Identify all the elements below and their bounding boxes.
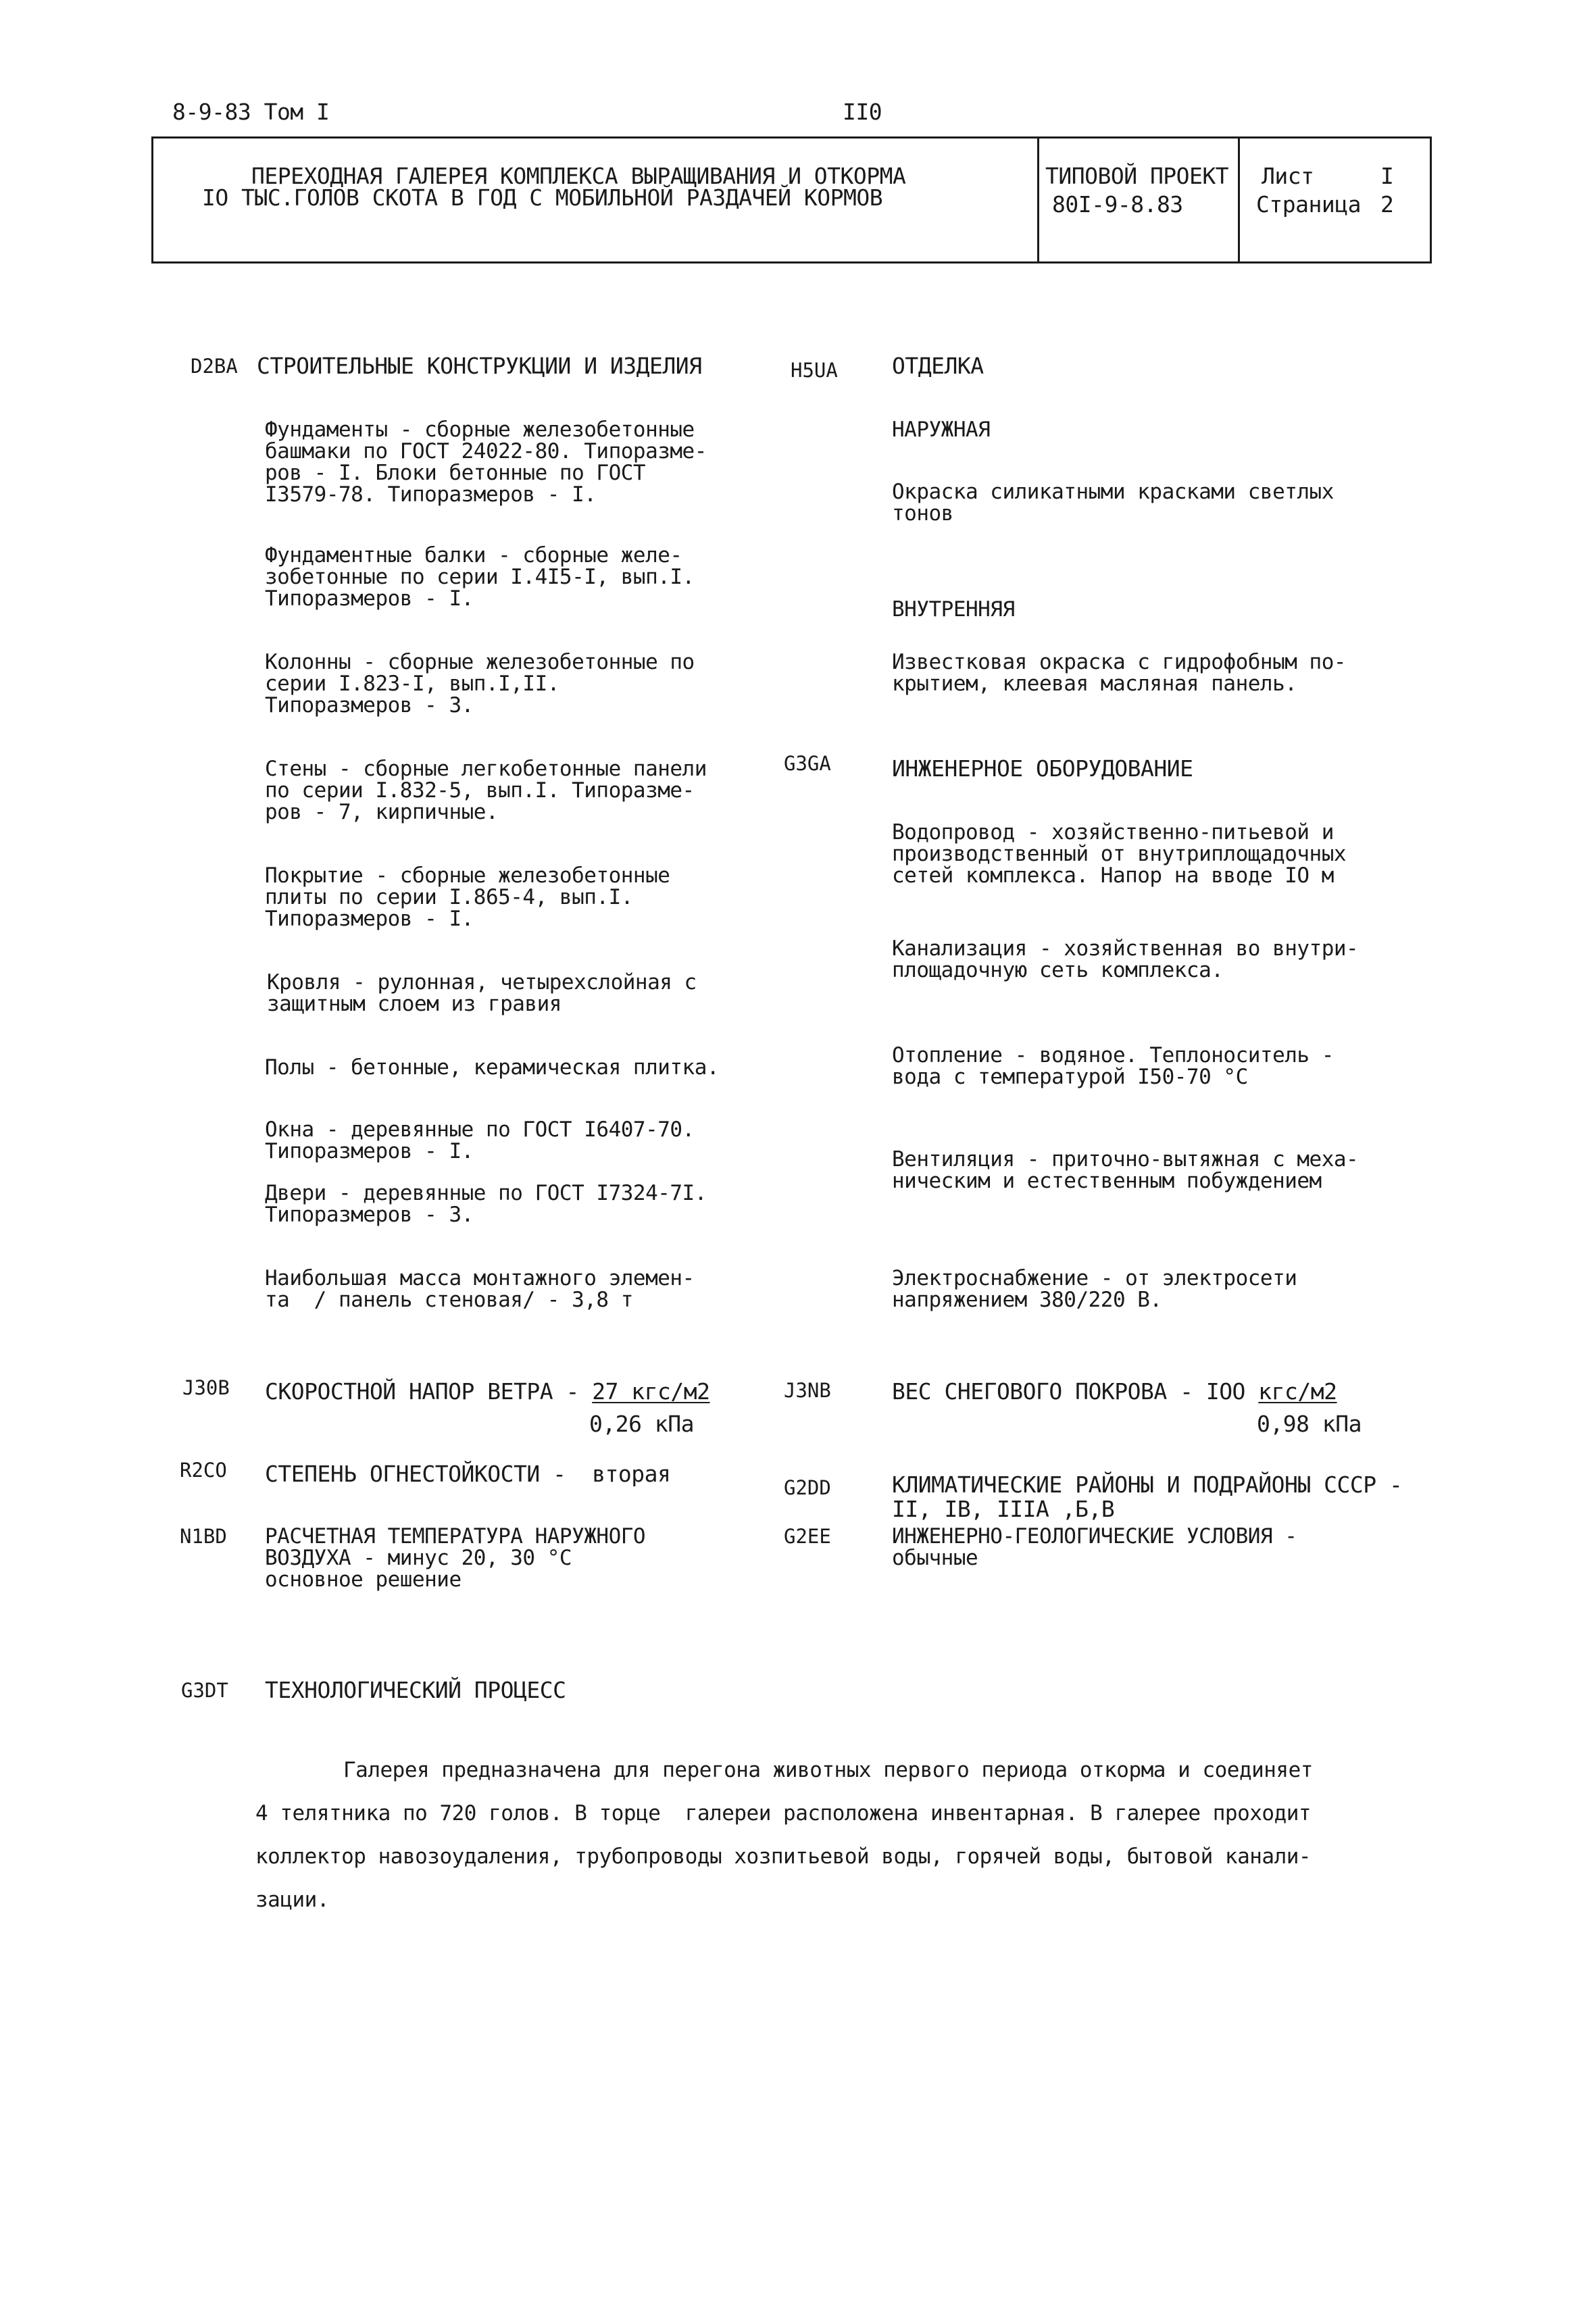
spec-item: Кровля - рулонная, четырехслойная с защитным слоем из гравия xyxy=(267,970,697,1016)
spec-item: Стены - сборные легкобетонные панели по серии I.832-5, вып.I. Типоразме- ров - 7, кирпичные. xyxy=(265,757,707,824)
spec-item: Наибольшая масса монтажного элемен- та / панель стеновая/ - 3,8 т xyxy=(265,1266,695,1312)
tech-paragraph-line: Галерея предназначена для перегона животных первого периода откорма и соединяет xyxy=(343,1758,1313,1782)
param-code: J30B xyxy=(182,1376,230,1399)
page-number: II0 xyxy=(843,99,882,125)
section-code: H5UA xyxy=(791,359,838,382)
section-heading: ОТДЕЛКА xyxy=(892,353,984,379)
section-code: G3DT xyxy=(181,1679,228,1702)
page-label: Страница xyxy=(1256,191,1361,218)
sheet-label: Лист xyxy=(1262,163,1314,189)
project-label: ТИПОВОЙ ПРОЕКТ xyxy=(1045,163,1229,189)
spec-item: Известковая окраска с гидрофобным по- крытием, клеевая масляная панель. xyxy=(892,650,1347,696)
spec-item: Электроснабжение - от электросети напряжением 380/220 В. xyxy=(892,1266,1297,1312)
snow-label: ВЕС СНЕГОВОГО ПОКРОВА - IOO xyxy=(892,1378,1259,1405)
spec-item: Окраска силикатными красками светлых тонов xyxy=(892,480,1334,526)
spec-item: Водопровод - хозяйственно-питьевой и производственный от внутриплощадочных сетей комплекса. Напор на вводе IO м xyxy=(892,820,1347,888)
tech-paragraph-line: 4 телятника по 720 голов. В торце галереи расположена инвентарная. В галерее проходит xyxy=(255,1801,1312,1826)
spec-item: Отопление - водяное. Теплоноситель - вода с температурой I50-70 °С xyxy=(892,1043,1334,1089)
sub-heading: НАРУЖНАЯ xyxy=(892,418,991,442)
sheet-value: I xyxy=(1380,163,1394,189)
project-code: 80I-9-8.83 xyxy=(1052,191,1183,218)
spec-item: Фундаменты - сборные железобетонные башмаки по ГОСТ 24022-80. Типоразме- ров - I. Блоки бетонные по ГОСТ I3579-78. Типоразмеров - I. xyxy=(265,418,707,507)
page-value: 2 xyxy=(1380,191,1394,218)
wind-value: 27 кгс/м2 xyxy=(592,1378,710,1405)
tech-paragraph-line: зации. xyxy=(255,1888,329,1912)
spec-item: Канализация - хозяйственная во внутри- площадочную сеть комплекса. xyxy=(892,936,1359,982)
title-block xyxy=(151,136,1432,263)
wind-label: СКОРОСТНОЙ НАПОР ВЕТРА - xyxy=(265,1378,593,1405)
title-line-2: IO ТЫС.ГОЛОВ СКОТА В ГОД С МОБИЛЬНОЙ РАЗДАЧЕЙ КОРМОВ xyxy=(202,184,883,211)
title-line-1: ПЕРЕХОДНАЯ ГАЛЕРЕЯ КОМПЛЕКСА ВЫРАЩИВАНИЯ И ОТКОРМА xyxy=(251,163,906,189)
snow-load xyxy=(892,1380,1337,1404)
section-heading: СТРОИТЕЛЬНЫЕ КОНСТРУКЦИИ И ИЗДЕЛИЯ xyxy=(257,353,702,379)
design-temperature: РАСЧЕТНАЯ ТЕМПЕРАТУРА НАРУЖНОГО ВОЗДУХА - минус 20, 30 °С основное решение xyxy=(265,1524,646,1592)
snow-value: кгс/м2 xyxy=(1258,1378,1337,1405)
section-heading: ИНЖЕНЕРНОЕ ОБОРУДОВАНИЕ xyxy=(892,755,1193,782)
wind-pressure xyxy=(265,1380,710,1404)
spec-item: Колонны - сборные железобетонные по серии I.823-I, вып.I,II. Типоразмеров - 3. xyxy=(265,650,695,718)
snow-kpa: 0,98 кПа xyxy=(1257,1411,1362,1437)
spec-item: Двери - деревянные по ГОСТ I7324-7I. Типоразмеров - 3. xyxy=(265,1181,707,1227)
spec-item: Полы - бетонные, керамическая плитка. xyxy=(265,1055,720,1080)
param-code: J3NB xyxy=(784,1379,831,1402)
climate-regions: КЛИМАТИЧЕСКИЕ РАЙОНЫ И ПОДРАЙОНЫ СССР - II, IB, IIIA ,Б,В xyxy=(892,1472,1403,1522)
spec-item: Фундаментные балки - сборные желе- зобетонные по серии I.4I5-I, вып.I. Типоразмеров - I. xyxy=(265,543,695,611)
param-code: G2DD xyxy=(784,1476,831,1499)
section-code: D2BA xyxy=(191,355,238,378)
spec-item: Покрытие - сборные железобетонные плиты по серии I.865-4, вып.I. Типоразмеров - I. xyxy=(265,863,670,931)
fire-resistance: СТЕПЕНЬ ОГНЕСТОЙКОСТИ - вторая xyxy=(265,1461,671,1487)
wind-kpa: 0,26 кПа xyxy=(589,1411,694,1437)
sub-heading: ВНУТРЕННЯЯ xyxy=(892,597,1015,622)
geo-conditions: ИНЖЕНЕРНО-ГЕОЛОГИЧЕСКИЕ УСЛОВИЯ - обычные xyxy=(892,1524,1297,1570)
param-code: N1BD xyxy=(180,1525,227,1548)
title-divider xyxy=(1037,139,1039,261)
spec-item: Окна - деревянные по ГОСТ I6407-70. Типоразмеров - I. xyxy=(265,1117,695,1163)
title-divider xyxy=(1238,139,1240,261)
section-code: G3GA xyxy=(784,752,831,775)
section-heading: ТЕХНОЛОГИЧЕСКИЙ ПРОЦЕСС xyxy=(265,1677,566,1703)
param-code: R2CO xyxy=(180,1459,227,1482)
tech-paragraph-line: коллектор навозоудаления, трубопроводы хозпитьевой воды, горячей воды, бытовой канали- xyxy=(255,1844,1312,1869)
param-code: G2EE xyxy=(784,1525,831,1548)
spec-item: Вентиляция - приточно-вытяжная с меха- ническим и естественным побуждением xyxy=(892,1147,1359,1193)
series-label: 8-9-83 Том I xyxy=(172,99,330,125)
